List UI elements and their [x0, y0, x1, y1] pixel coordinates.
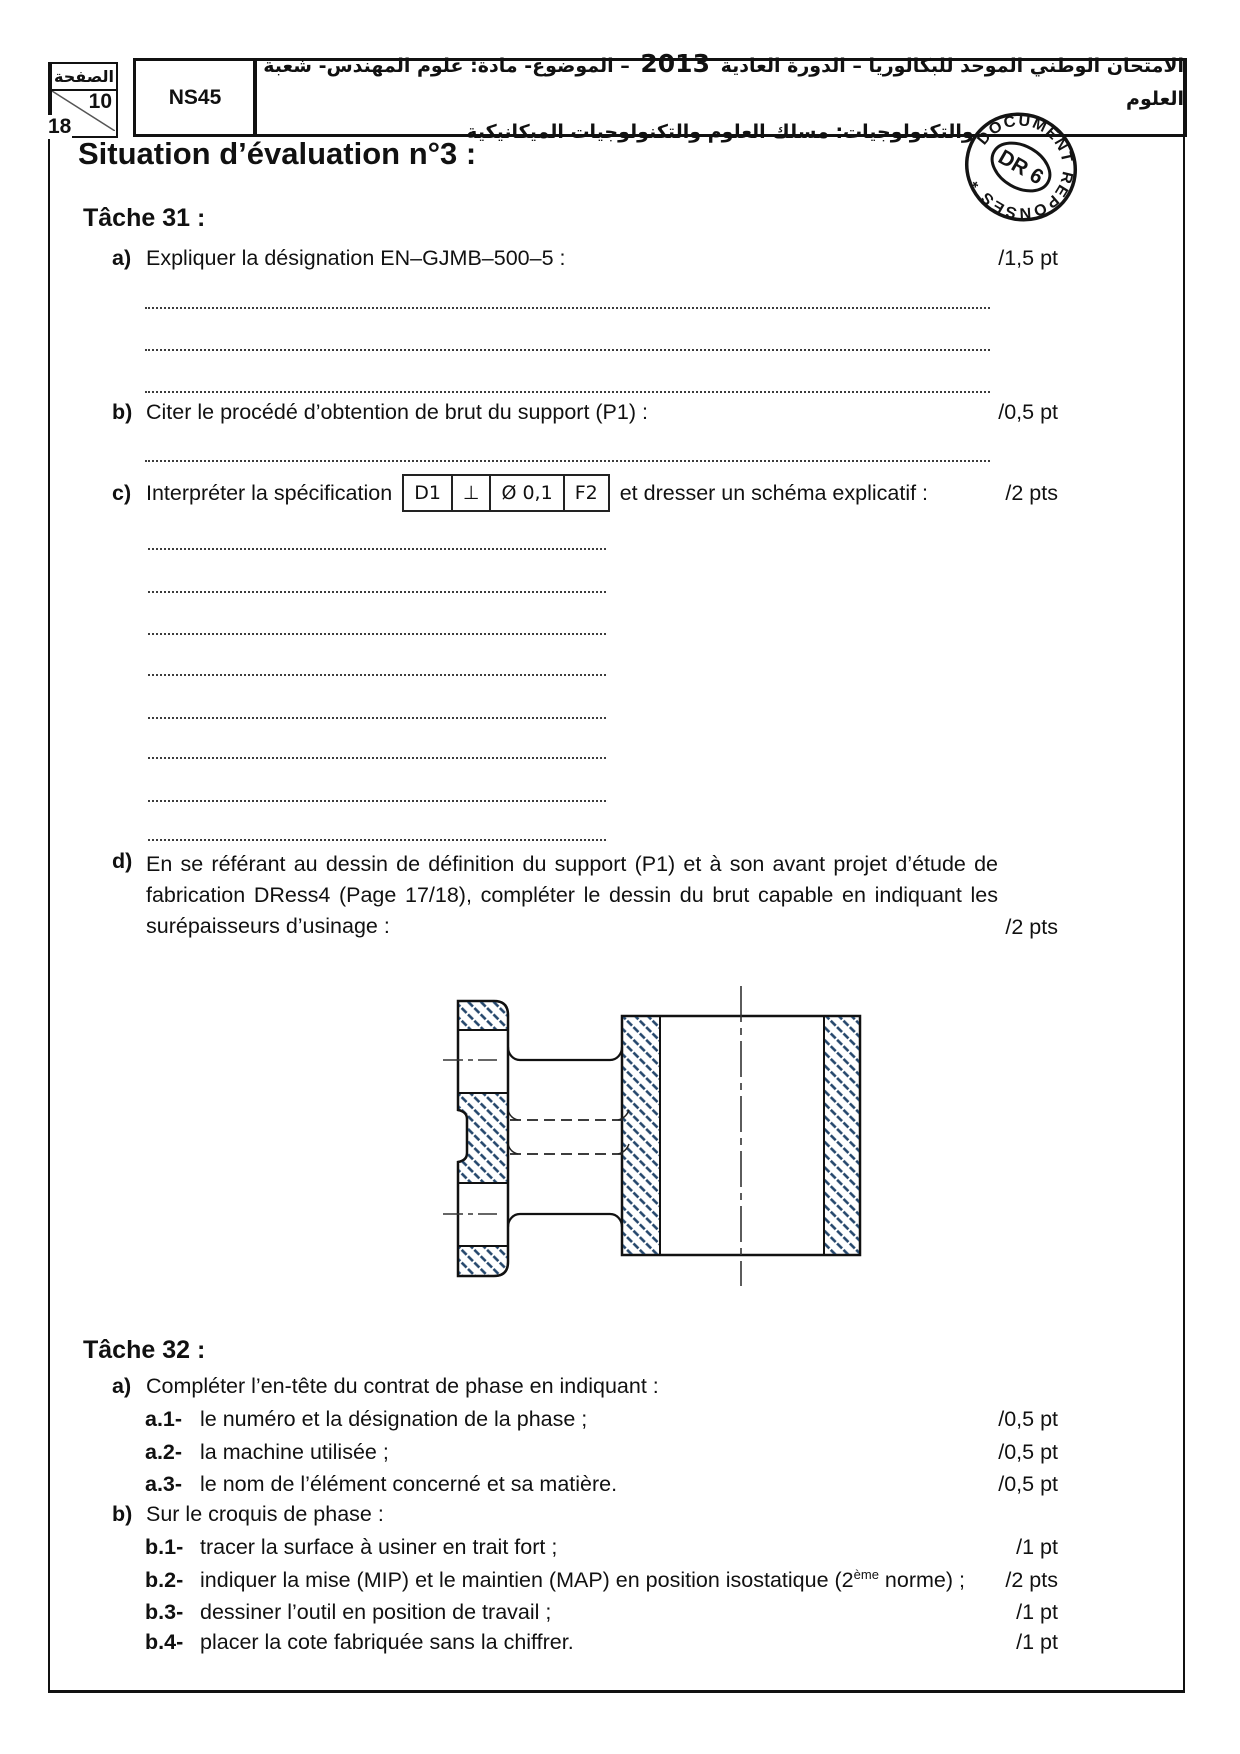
item-32b-text: Sur le croquis de phase : [146, 1502, 384, 1526]
item-a2-label: a.2- [145, 1440, 183, 1464]
shaft-top-contour [508, 1047, 622, 1060]
item-b4-label: b.4- [145, 1630, 184, 1654]
item-b-mark: /0,5 pt [998, 400, 1058, 424]
flange-section [458, 1001, 508, 1276]
task-31-heading: Tâche 31 : [83, 204, 206, 232]
item-a-row [112, 246, 1058, 271]
item-b1-row [112, 1535, 1058, 1560]
page-title: Situation d’évaluation n°3 : [78, 136, 477, 171]
item-b2-text: indiquer la mise (MIP) et le maintien (MAP) en position isostatique (2ème norme) ; [200, 1567, 965, 1593]
technical-drawing [433, 973, 873, 1295]
stamp-ring-text: DOCUMENT REPONSES * [968, 112, 1076, 222]
answer-line [148, 839, 606, 841]
item-c-mark: /2 pts [1005, 480, 1058, 505]
item-a1-text: le numéro et la désignation de la phase ; [200, 1407, 588, 1431]
page-border-left [48, 62, 50, 1690]
fillet-arc [508, 1110, 518, 1120]
answer-line [148, 757, 606, 759]
item-a-text: Expliquer la désignation EN–GJMB–500–5 : [146, 246, 566, 270]
exam-code: NS45 [168, 85, 222, 109]
item-b2-label: b.2- [145, 1568, 184, 1593]
item-b4-row [112, 1630, 1058, 1655]
perpendicularity-symbol: ⊥ [451, 476, 490, 510]
item-b1-text: tracer la surface à usiner en trait fort ; [200, 1535, 558, 1559]
item-b3-label: b.3- [145, 1600, 184, 1624]
item-c-row [112, 474, 1058, 512]
exam-header-line2: والتكنولوجيات: مسلك العلوم والتكنولوجيات الميكانيكية [466, 120, 974, 143]
item-a1-label: a.1- [145, 1407, 183, 1431]
answer-line [148, 633, 606, 635]
item-c-text-before: Interpréter la spécification [146, 480, 393, 505]
item-d-row [112, 849, 1058, 942]
page-number-box [50, 62, 118, 138]
item-b1-mark: /1 pt [1016, 1535, 1058, 1559]
exam-year: 2013 [640, 48, 710, 78]
item-d-label: d) [112, 849, 133, 873]
item-a1-row [112, 1407, 1058, 1432]
spec-cell-reference: F2 [563, 476, 608, 510]
item-b1-label: b.1- [145, 1535, 184, 1559]
spec-cell-tolerance: Ø 0,1 [489, 476, 562, 510]
item-32a-row [112, 1374, 1058, 1399]
page-current: 10 [88, 90, 112, 113]
item-b2-row [112, 1567, 1058, 1593]
item-b-row [112, 400, 1058, 425]
item-32b-label: b) [112, 1502, 133, 1526]
item-b2-mark: /2 pts [1005, 1568, 1058, 1593]
answer-line [148, 548, 606, 550]
answer-line [145, 460, 990, 462]
item-b3-text: dessiner l’outil en position de travail ; [200, 1600, 552, 1624]
item-a-mark: /1,5 pt [998, 246, 1058, 270]
stamp-code: DR 6 [994, 145, 1048, 190]
exam-header-line1: الامتحان الوطني الموحد للبكالوريا – الدورة العادية 2013 – الموضوع- مادة: علوم المهندس- شعبة العلوم [263, 48, 1184, 110]
item-a2-mark: /0,5 pt [998, 1440, 1058, 1464]
answer-line [148, 717, 606, 719]
item-b3-mark: /1 pt [1016, 1600, 1058, 1624]
item-d-text: En se référant au dessin de définition du support (P1) et à son avant projet d’étude de fabrication DRess4 (Page 17/18), compléter le dessin du brut capable en indiquant les surépaisseurs d’usinage : [146, 852, 998, 938]
answer-line [145, 349, 990, 351]
page-label: الصفحة [50, 62, 118, 91]
item-a2-row [112, 1440, 1058, 1465]
item-b4-text: placer la cote fabriquée sans la chiffrer. [200, 1630, 574, 1654]
item-32a-label: a) [112, 1374, 132, 1398]
item-a3-mark: /0,5 pt [998, 1472, 1058, 1496]
spec-cell-datum: D1 [414, 482, 441, 504]
answer-line [145, 307, 990, 309]
item-b-text: Citer le procédé d’obtention de brut du support (P1) : [146, 400, 648, 424]
item-a3-text: le nom de l’élément concerné et sa matière. [200, 1472, 618, 1496]
exam-code-box [133, 58, 257, 137]
item-a3-label: a.3- [145, 1472, 183, 1496]
item-b3-row [112, 1600, 1058, 1625]
item-d-mark: /2 pts [1005, 915, 1058, 939]
answer-line [148, 591, 606, 593]
item-a3-row [112, 1472, 1058, 1497]
page-total: 18 [48, 115, 72, 138]
item-32b-row [112, 1502, 1058, 1527]
item-a-label: a) [112, 246, 132, 270]
answer-line [145, 391, 990, 393]
answer-line [148, 800, 606, 802]
answer-line [148, 674, 606, 676]
feature-control-frame [402, 474, 610, 512]
item-a2-text: la machine utilisée ; [200, 1440, 389, 1464]
item-a1-mark: /0,5 pt [998, 1407, 1058, 1431]
fillet-arc [508, 1144, 518, 1154]
item-b4-mark: /1 pt [1016, 1630, 1058, 1654]
page-border-right [1183, 58, 1185, 1690]
page-fraction [50, 91, 118, 138]
item-b-label: b) [112, 400, 133, 424]
item-c-text-after: et dresser un schéma explicatif : [619, 480, 929, 505]
item-c-label: c) [112, 480, 132, 505]
item-32a-text: Compléter l’en-tête du contrat de phase en indiquant : [146, 1374, 659, 1398]
ordinal-superscript: ème [853, 1567, 879, 1582]
response-stamp [953, 103, 1093, 233]
shaft-bottom-contour [508, 1214, 622, 1227]
page-border-bottom [48, 1690, 1185, 1693]
task-32-heading: Tâche 32 : [83, 1336, 206, 1364]
